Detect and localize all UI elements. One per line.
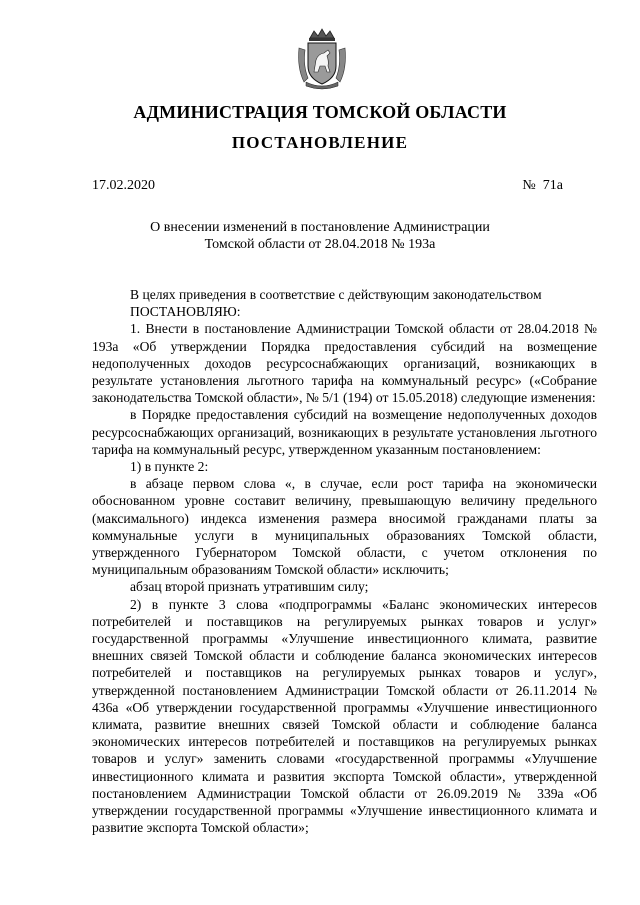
paragraph: абзац второй признать утратившим силу;	[130, 579, 369, 595]
title-line: Томской области от 28.04.2018 № 193а	[204, 237, 436, 252]
document-body	[92, 286, 597, 837]
paragraph: 1) в пункте 2:	[130, 459, 209, 475]
paragraph: в Порядке предоставления субсидий на возмещение недополученных доходов ресурсоснабжающих организаций, возникающих в результате установления льготного тарифа на коммунальный ресурс, утвержденном указанным постановлением:	[92, 407, 597, 457]
coat-of-arms-icon	[296, 28, 348, 92]
paragraph: 1. Внести в постановление Администрации Томской области от 28.04.2018 № 193а «Об утверждении Порядка предоставления субсидий на возмещение недополученных доходов ресурсоснабжающих организаций, возникающих в результате установления льготного тарифа на коммунальный ресурс» («Собрание законодательства Томской области», № 5/1 (194) от 15.05.2018) следующие изменения:	[92, 321, 597, 406]
document-type: ПОСТАНОВЛЕНИЕ	[231, 133, 409, 152]
preamble: В целях приведения в соответствие с действующим законодательством	[130, 287, 542, 302]
document-title	[120, 219, 520, 253]
organization-name: АДМИНИСТРАЦИЯ ТОМСКОЙ ОБЛАСТИ	[133, 102, 507, 122]
paragraph: в абзаце первом слова «, в случае, если рост тарифа на экономически обоснованном уровне составит величину, превышающую величину предельного (максимального) индекса изменения размера вносимой гражданами платы за коммунальные услуги в муниципальных образованиях Томской области, утвержденного Губернатором Томской области, с учетом отклонения по муниципальным образованиям Томской области» исключить;	[92, 476, 597, 578]
paragraph: 2) в пункте 3 слова «подпрограммы «Баланс экономических интересов потребителей и поставщиков на регулируемых рынках товаров и услуг» государственной программы «Улучшение инвестиционного климата, развитие внешних связей Томской области и соблюдение баланса экономических интересов потребителей и поставщиков на регулируемых рынках товаров и услуг», утвержденной постановлением Администрации Томской области от 26.11.2014 № 436а «Об утверждении государственной программы «Улучшение инвестиционного климата, развитие внешних связей Томской области и соблюдение баланса экономических интересов потребителей и поставщиков на регулируемых рынках товаров и услуг» заменить словами «государственной программы «Улучшение инвестиционного климата и развития экспорта Томской области», утвержденной постановлением Администрации Томской области от 26.09.2019 № 339а «Об утверждении государственной программы «Улучшение инвестиционного климата и развитие экспорта Томской области»;	[92, 596, 597, 836]
document-date: 17.02.2020	[92, 178, 155, 193]
resolution-keyword: ПОСТАНОВЛЯЮ:	[130, 304, 241, 320]
document-number: № 71а	[522, 178, 563, 193]
title-line: О внесении изменений в постановление Администрации	[150, 220, 490, 235]
